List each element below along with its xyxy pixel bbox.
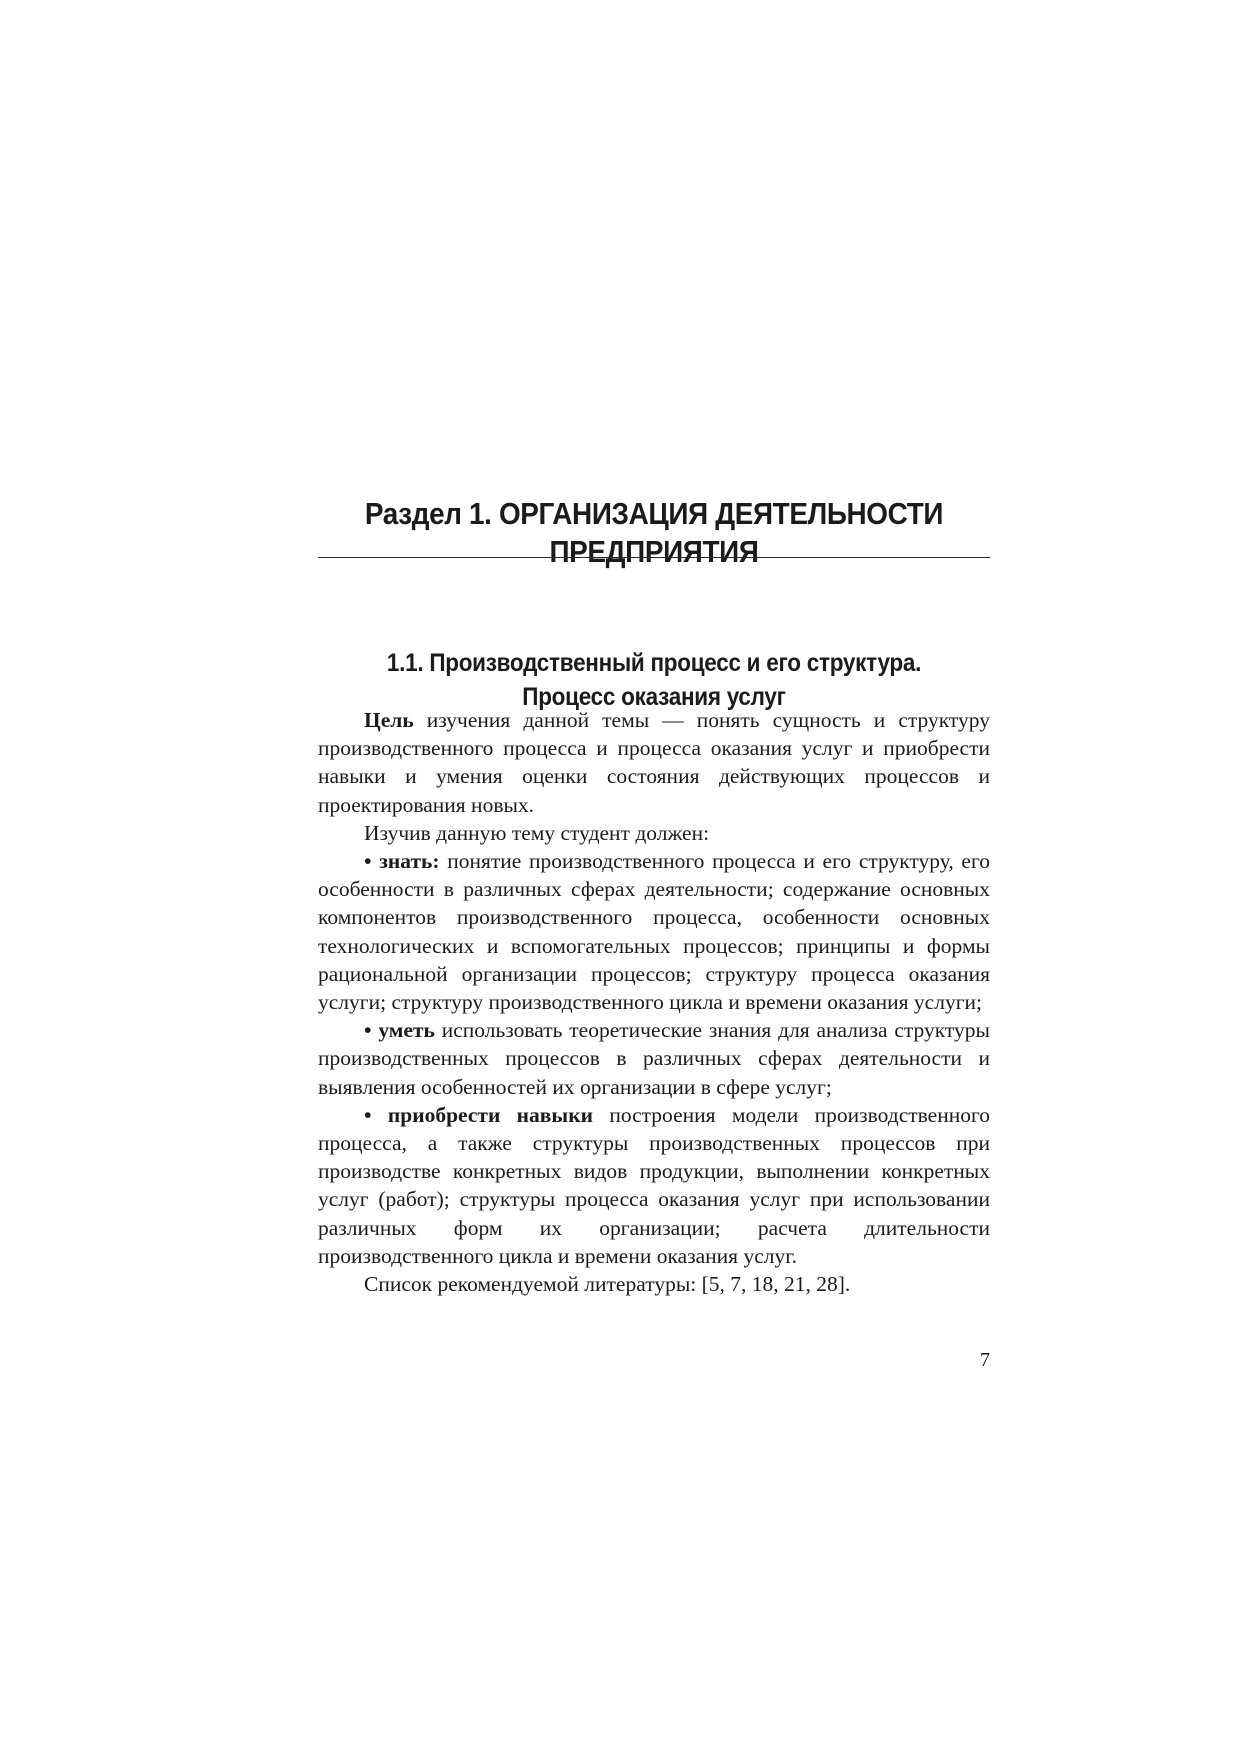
page-number: 7 [980,1349,990,1371]
goal-text: изучения данной темы — понять сущность и структуру производственного процесса и процесса оказания услуг и приобрести навыки и умения оценки состояния действующих процессов и проектирования новых. [318,708,990,817]
goal-paragraph [318,706,990,819]
chapter-title-line-1: Раздел 1. ОРГАНИЗАЦИЯ ДЕЯТЕЛЬНОСТИ [364,495,944,531]
know-paragraph [318,847,990,1016]
skills-paragraph [318,1101,990,1270]
body-text [318,706,990,1298]
able-text: использовать теоретические знания для анализа структуры производственных процессов в различных сферах деятельности и выявления особенностей их организации в сфере услуг; [318,1018,990,1099]
chapter-title [352,495,957,571]
able-label: • уметь [364,1018,435,1043]
section-title-line-2: Процесс оказания услуг [522,682,786,711]
goal-label: Цель [364,708,414,732]
section-title-line-1: 1.1. Производственный процесс и его структура. [386,648,922,677]
section-title [352,646,957,714]
able-paragraph [318,1016,990,1101]
skills-text: построения модели производственного процесса, а также структуры производственных процессов при производстве конкретных видов продукции, выполнении конкретных услуг (работ); структуры процесса оказания услуг при использовании различных форм их организации; расчета длительности производственного цикла и времени оказания услуг. [318,1102,990,1268]
know-label: • знать: [364,849,440,874]
skills-label: • приобрести навыки [364,1102,593,1127]
references-paragraph: Список рекомендуемой литературы: [5, 7, 18, 21, 28]. [364,1272,851,1297]
know-text: понятие производственного процесса и его структуру, его особенности в различных сферах деятельности; содержание основных компонентов производственного процесса, особенности основных технологических и вспомогательных процессов; принципы и формы рациональной организации процессов; структуру процесса оказания услуги; структуру производственного цикла и времени оказания услуги; [318,849,990,1015]
chapter-title-line-2: ПРЕДПРИЯТИЯ [549,533,759,569]
title-divider [318,557,990,558]
intro-paragraph: Изучив данную тему студент должен: [364,820,710,845]
